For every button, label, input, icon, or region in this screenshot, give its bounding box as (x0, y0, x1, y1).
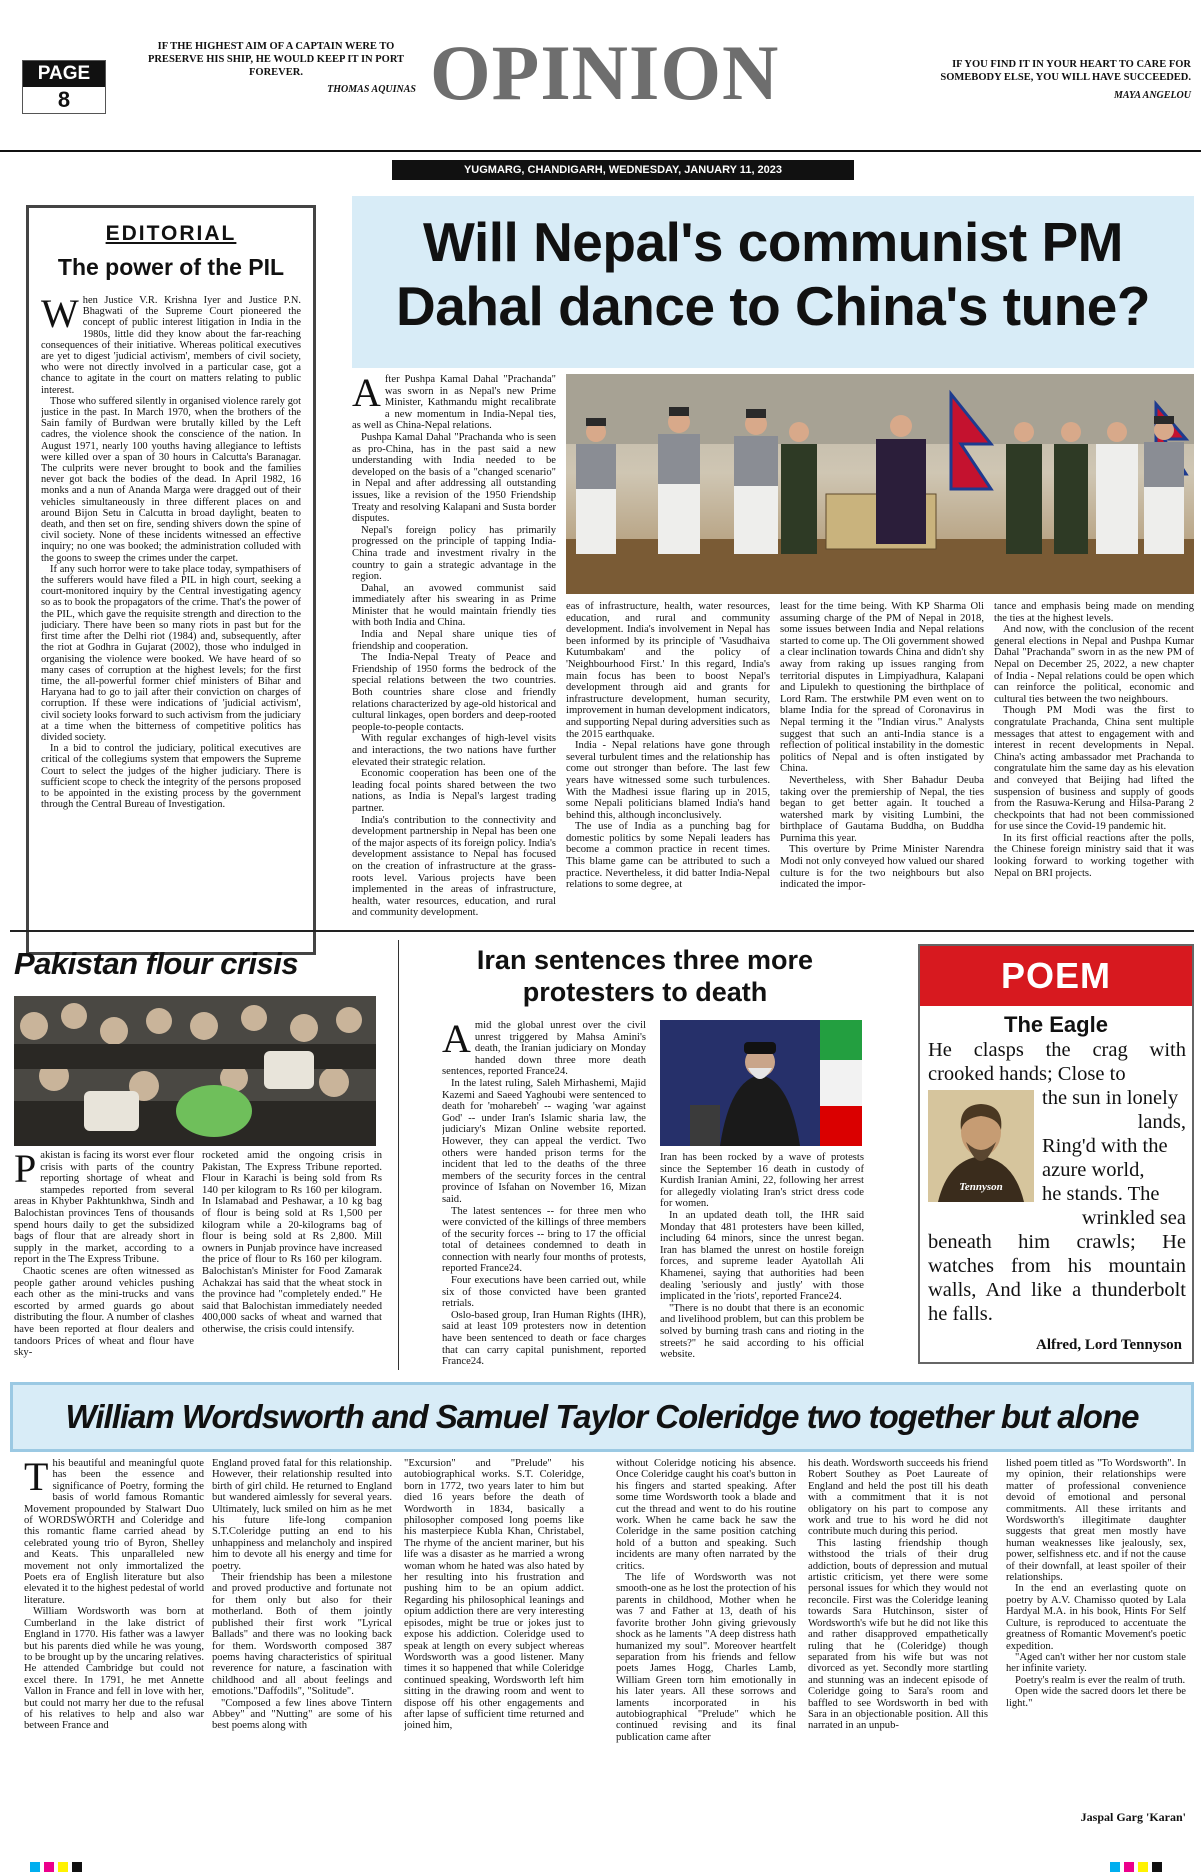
paragraph: In a bid to control the judiciary, political executives are critical of the collegiums system that empowers the Supreme Court to select the judges of the higher judiciary. There is sufficient scope to check the integrity of the persons proposed to be appointed in the existing process by the government through the Central Bureau of Investigation. (41, 743, 301, 811)
poem-line: azure world, (1042, 1159, 1145, 1181)
paragraph: In the end an everlasting quote on poetry by A.V. Chamisso quoted by Lala Hardyal M.A. in his book, Hints For Self Culture, is reproduced to accentuate the greatness of Romantic Movement's poetic expedition. (1006, 1583, 1186, 1652)
poem-line: the sun in lonely (1042, 1087, 1179, 1109)
paragraph: This lasting friendship though withstood the trials of their drug addiction, bouts of depression and mutual artistic criticism, yet there were some personal issues for which they would not reconcile. First was the Coleridge leaning towards Sara Hutchinson, sister of Wordsworth's wife but he did not like this and rather disapproved empathetically ruling that he (Coleridge) though separated from his wife but was not divorced as yet. Secondly more startling and stunning was an indecent episode of Coleridge going to Sara's room and baffled to see Wordsworth in bed with Sara in an objectionable position. All this narrated in an unpub- (808, 1537, 988, 1732)
khamenei-photo (660, 1020, 862, 1146)
editorial-label: EDITORIAL (105, 222, 237, 245)
editorial-title: The power of the PIL (57, 254, 285, 280)
right-quote: IF YOU FIND IT IN YOUR HEART TO CARE FOR SOMEBODY ELSE, YOU WILL HAVE SUCCEEDED. (940, 59, 1191, 83)
nepal-col-2 (566, 601, 770, 954)
paragraph: "Composed a few lines above Tintern Abbey" and "Nutting" are some of his best poems along with (212, 1697, 392, 1732)
poem-line: Ring'd with the (1042, 1135, 1168, 1157)
photo-caption: Tennyson (959, 1181, 1003, 1193)
nepal-col-1 (352, 374, 556, 954)
drop-cap: P (14, 1150, 37, 1191)
paragraph: "Excursion" and "Prelude" his autobiographical works. S.T. Coleridge, born in 1772, two years later to him but died 16 years before the death of Wordworth in 1834, basically a philosopher composed long poems like his masterpiece Kubla Khan, Christabel, The rhyme of the ancient mariner, but his life was a disaster as he married a wrong woman whom he hated was also hated by her resulting into his frustration and pushing him to be an opium addict. Regarding his philosophical leanings and opium addiction there are very interesting episodes, might be true or jokes just to expose his addiction. Coleridge used to speak at length on every subject whereas Wordsworth was a good listener. Many times it so happened that while Coleridge continued speaking, Wordsworth left him sitting in the drawing room and went to dispose off his other engagements and after lapse of sufficient time returned and joined him, (404, 1458, 584, 1732)
paragraph: This overture by Prime Minister Narendra Modi not only conveyed how valued our shared culture is for the two neighbours but also indicated the impor- (780, 844, 984, 891)
wordsworth-col-2 (212, 1458, 392, 1828)
paragraph: Though PM Modi was the first to congratulate Prachanda, China sent multiple messages that attest to engagement with and interest in recent developments in Nepal. China's acting ambassador met Prachanda to congratulate him the same day as his elevation and conveyed that Beijing had lifted the suspension of business and supply of goods from the Rasuwa-Kerung and Hilsa-Parang 2 checkpoints that had not been commissioned for use since the Covid-19 pandemic hit. (994, 705, 1194, 833)
drop-cap: W (41, 295, 79, 336)
paragraph: least for the time being. With KP Sharma Oli assuming charge of the PM of Nepal in 2018, some issues between India and Nepal relations started to come up. The Oli government showed a clear inclination towards China and didn't shy away from raking up issues ranging from territorial disputes in Limpiyadhura, Kalapani and Lipulekh to questioning the birthplace of Lord Ram. The erstwhile PM even went on to blame India for the spread of Coronavirus in Nepal terming it the "Indian virus." Analysts suggest that such an anti-India stance is a reflection of political instability in the domestic politics of Nepal and is often instigated by China. (780, 601, 984, 775)
drop-cap: A (352, 374, 381, 415)
paragraph: Their friendship has been a milestone and proved productive and fortunate not for them only but also for their motherland. Both of them jointly published their first work "Lyrical Ballads" and there was no looking back for them. Wordsworth composed 387 poems having characteristics of spiritual reverence for nature, a fascination with childhood and all about feelings and emotions."Daffodils", "Solitude". (212, 1572, 392, 1698)
paragraph: In the latest ruling, Saleh Mirhashemi, Majid Kazemi and Saeed Yaghoubi were sentenced to death for 'moharebeh' -- waging 'war against God' -- under Iran's Islamic sharia law, the judiciary's Mizan Online website reported. However, they can appeal the verdict. Two others were handed prison terms for the incident that led to the deaths of the three members of the security forces in the central province of Isfahan on November 16, Mizan said. (442, 1077, 646, 1205)
registration-mark (30, 1862, 40, 1872)
drop-cap: T (24, 1458, 49, 1499)
iran-col-1 (442, 1020, 646, 1370)
paragraph: In an updated death toll, the IHR said Monday that 481 protesters have been killed, including 64 minors, since the unrest began. Iran has blamed the unrest on hostile foreign forces, and supreme leader Ayatollah Ali Khamenei, saying that authorities had been dealing 'seriously and justly' with those implicated in the 'riots', reported France24. (660, 1209, 864, 1303)
paragraph: eas of infrastructure, health, water resources, education, and rural and community development. India's involvement in Nepal has been informed by its principle of 'Vasudhaiva Kutumbakam' and the policy of 'Neighbourhood First.' In this regard, India's main focus has been to boost Nepal's development through aid and grants for infrastructure development, human security, improvement in human development indicators, and supporting Nepal during adversities such as the 2015 earthquake. (566, 601, 770, 740)
paragraph: akistan is facing its worst ever flour crisis with parts of the country reporting shortage of wheat and stampedes reported from several areas in Khyber Pakhtunkhwa, Sindh and Balochistan provinces Tens of thousands spend hours daily to get the subsidized bags of flour that are already short in supply in the market, according to a report in the The Express Tribune. (14, 1150, 194, 1266)
paragraph: Nepal's foreign policy has primarily progressed on the principle of tapping India-China trade and investment rivalry in the country to gain a strategic advantage in the region. (352, 524, 556, 583)
paragraph: "There is no doubt that there is an economic and livelihood problem, but can this problem be solved by burning trash cans and rioting in the streets?" he said according to his official website. (660, 1302, 864, 1361)
paragraph: India - Nepal relations have gone through several turbulent times and the relationship has come out stronger than before. The last few years have witnessed some such turbulences. With the Madhesi issue flaring up in 2015, some Nepali politicians blamed India's hand behind this, although inconclusively. (566, 740, 770, 821)
wordsworth-col-4 (616, 1458, 796, 1828)
photo-illustration (14, 996, 376, 1146)
paragraph: If any such horror were to take place today, sympathisers of the sufferers would have filed a PIL in high court, seeking a court-monitored inquiry by the Central investigating agency so as to book the propagators of the crime. That's the power of the PIL, which gave the requisite strength and direction to the judiciary. There have been so many riots in past but for the first time after the Delhi riot (1984) and, subsequently, after the riot at Godhra in Gujarat (2002), those who indulged in organising the violence were booked. We have heard of so many cases of corruption at the highest levels; for the first time, the all-powerful former chief ministers of Bihar and Haryana had to go to jail after their conviction on charges of corruption. If these were indications of 'judicial activism', civil society looks forward to such activism from the judiciary at a time when the bitterness of competitive politics has divided society. (41, 563, 301, 743)
paragraph: Four executions have been carried out, while six of those convicted have been granted retrials. (442, 1275, 646, 1310)
registration-mark (72, 1862, 82, 1872)
masthead-rule (0, 150, 1201, 152)
paragraph: In its first official reactions after the polls, the Chinese foreign ministry said that it was looking forward to working together with Nepal on BRI projects. (994, 832, 1194, 879)
iran-col-2 (660, 1152, 864, 1370)
paragraph: Open wide the sacred doors let there be light." (1006, 1686, 1186, 1709)
iran-headline: Iran sentences three more protesters to death (476, 945, 814, 1007)
section-divider (10, 930, 1194, 932)
paragraph: "Aged can't wither her nor custom stale her infinite variety. (1006, 1651, 1186, 1675)
paragraph: The latest sentences -- for three men who were convicted of the killings of three members of the security forces -- bring to 17 the official total of detainees condemned to death in connection with nearly four months of protests, reported France24. (442, 1205, 646, 1275)
paragraph: The life of Wordsworth was not smooth-one as he lost the protection of his parents in childhood, Mother when he was 7 and Father at 13, death of his favorite brother John giving grievously shock as he laments "A deep distress hath humanized my soul". Moreover heartfelt separation from his friends and fellow poets James Hogg, Charles Lamb, William Green torn him emotionally in his later years. All these sorrows and laments incorporated in his autobiographical "Prelude" which he continued revising and its final publication came after (616, 1572, 796, 1743)
page-label: PAGE (23, 61, 105, 87)
paragraph: Oslo-based group, Iran Human Rights (IHR), said at least 109 protesters now in detention have been sentenced to death or face charges that can carry capital punishment, reported France24. (442, 1309, 646, 1368)
pakistan-col-2 (202, 1150, 382, 1380)
registration-mark (1152, 1862, 1162, 1872)
poem-line: he stands. The (1042, 1183, 1160, 1205)
page-title: OPINION (430, 29, 780, 116)
poem-author: Alfred, Lord Tennyson (1035, 1337, 1182, 1353)
wordsworth-col-1 (24, 1458, 204, 1828)
paragraph: lished poem titled as "To Wordsworth". In my opinion, their relationships were matter of professional convenience devoid of emotional and personal commitments. All these irritants and Wordsworth's illegitimate daughter suggests that great men mostly have human weaknesses like jealously, sex, power, selfishness etc. and if not the cause of their downfall, at least spoiler of their relationships. (1006, 1458, 1186, 1584)
paragraph: India's contribution to the connectivity and development partnership in Nepal has been one of the major aspects of its foreign policy. India's development assistance to Nepal has focused on the creation of infrastructure at the grass-roots level. Various projects have been implemented in the areas of infrastructure, health, water resources, education, and rural and community development. (352, 814, 556, 919)
paragraph: William Wordsworth was born at Cumberland in the lake district of England in 1770. His father was a lawyer but his parents died while he was young, to be brought up by the uncaring relatives. He attended Cambridge but could not excel there. In 1791, he met Annette Vallon in France and fell in love with her, but could not marry her due to the refusal of his relatives to help and also war between France and (24, 1606, 204, 1732)
photo-illustration (660, 1020, 862, 1146)
paragraph: fter Pushpa Kamal Dahal "Prachanda" was sworn in as Nepal's new Prime Minister, Kathmandu might recalibrate a new momentum in India-Nepal ties, as well as China-Nepal relations. (352, 374, 556, 432)
wordsworth-headline-box (10, 1382, 1194, 1452)
poem-line: lands, (1137, 1111, 1186, 1133)
right-quote-author: MAYA ANGELOU (1114, 90, 1191, 101)
paragraph: Iran has been rocked by a wave of protests since the September 16 death in custody of Kurdish Iranian Amini, 22, following her arrest for allegedly violating Iran's strict dress code for women. (660, 1152, 864, 1210)
editorial-body (41, 295, 301, 945)
paragraph: Pushpa Kamal Dahal "Prachanda who is seen as pro-China, has in the past said a new understanding with India needed to be developed on the basis of a "changed scenario" in Nepal and after addressing all outstanding issues, like a revision of the 1950 Friendship Treaty and resolving Kalapani and Susta border disputes. (352, 431, 556, 525)
page-number: 8 (57, 87, 71, 112)
paragraph: Dahal, an avowed communist said immediately after his swearing in as Prime Minister that he would maintain friendly ties with both India and China. (352, 582, 556, 629)
nepal-headline: Will Nepal's communist PM Dahal dance to China's tune? (396, 211, 1150, 337)
pakistan-col-1 (14, 1150, 194, 1380)
wordsworth-col-6 (1006, 1458, 1186, 1803)
registration-mark (44, 1862, 54, 1872)
paragraph: tance and emphasis being made on mending the ties at the highest levels. (994, 601, 1194, 624)
paragraph: hen Justice V.R. Krishna Iyer and Justice P.N. Bhagwati of the Supreme Court pioneered the concept of public interest litigation in India in the 1980s, little did they know about the far-reaching consequences of their initiative. Whereas political executives are yet to digest 'judicial activism', members of civil society, who were not directly involved in a particular case, got a chance to agitate in the court on matters relating to public interest. (41, 295, 301, 396)
pakistan-flour-photo (14, 996, 376, 1146)
paragraph: Chaotic scenes are often witnessed as people gather around vehicles pushing each other as the mini-trucks and vans escorted by armed guards go about distributing the flour. A number of clashes have been reported at flour dealers and tandoors Prices of wheat and flour have sky- (14, 1265, 194, 1359)
paragraph: And now, with the conclusion of the recent general elections in Nepal and Pushpa Kumar Dahal "Prachanda" sworn in as the new PM of Nepal on December 25, 2022, a new chapter of India - Nepal relations could be open which can reinforce the political, economic and cultural ties between the two neighbours. (994, 624, 1194, 705)
paragraph: India and Nepal share unique ties of friendship and cooperation. (352, 629, 556, 652)
color-registration-strip (0, 1860, 1201, 1874)
paragraph: Economic cooperation has been one of the leading focal points shared between the two nations, as India is Nepal's largest trading partner. (352, 768, 556, 814)
paragraph: Nevertheless, with Sher Bahadur Deuba taking over the premiership of Nepal, the ties began to get better again. It touched a watershed mark by visiting Lumbini, the birthplace of Gautama Buddha, on Buddha Purnima this year. (780, 774, 984, 844)
registration-mark (1110, 1862, 1120, 1872)
paragraph: his death. Wordsworth succeeds his friend Robert Southey as Poet Laureate of England and held the post till his death with a commitment that it is not obligatory on his part to compose any work and true to his word he did not contribute much during this period. (808, 1458, 988, 1538)
poem-text (920, 1038, 1192, 1326)
editorial-box (26, 205, 316, 955)
poem-label: POEM (920, 946, 1192, 1006)
page-badge (22, 60, 106, 114)
poem-line: He clasps the crag with crooked hands; Close to (928, 1039, 1186, 1085)
wordsworth-col-5 (808, 1458, 988, 1828)
poem-line: beneath him crawls; He watches from his mountain walls, And like a thunderbolt he falls. (928, 1231, 1186, 1325)
left-quote-author: THOMAS AQUINAS (327, 84, 416, 95)
nepal-col-3 (780, 601, 984, 954)
wordsworth-col-3 (404, 1458, 584, 1828)
paragraph: mid the global unrest over the civil unrest triggered by Mahsa Amini's death, the Iranian judiciary on Monday handed down three more death sentences, reported France24. (442, 1020, 646, 1078)
paragraph: rocketed amid the ongoing crisis in Pakistan, The Express Tribune reported. Flour in Karachi is being sold from Rs 140 per kilogram to Rs 160 per kilogram. In Islamabad and Peshawar, a 10 kg bag of flour is being sold at Rs 1,500 per kilogram while a 20-kilograms bag of flour is being sold at Rs 2,800. Mill owners in Punjab province have increased the price of flour to Rs 160 per kilogram. Balochistan's Minister for Food Zamarak Achakzai has said that the wheat stock in the province had "completely ended." He said that Balochistan immediately needed 400,000 sacks of wheat and warned that otherwise, the crisis could intensify. (202, 1150, 382, 1335)
poem-title: The Eagle (1004, 1012, 1108, 1037)
column-divider (398, 940, 399, 1370)
paragraph: Those who suffered silently in organised violence rarely got justice in the past. In March 1970, when the brothers of the Sain family of Burdwan were brutally killed by the Left cadres, the violence shook the conscience of the nation. In August 1971, nearly 100 youths having allegiance to leftists were killed over a span of 30 hours in Calcutta's Baranagar. The culprits were never brought to book and the families never got back the bodies of the dead. In April 1982, 16 monks and a nun of Ananda Marga were dragged out of their vehicles simultaneously in three different places on and around Bijon Setu in Calcutta in broad daylight, beaten to death, and then set on fire, sending shivers down the spine of civil society. None of these incidents witnessed an effective inquiry; no one was booked; the administration colluded with the goons to sweep the crimes under the carpet. (41, 395, 301, 564)
photo-illustration (566, 374, 1194, 594)
paragraph: The India-Nepal Treaty of Peace and Friendship of 1950 forms the bedrock of the special relations between the two countries. Both countries share close and friendly relations characterized by age-old historical and cultural linkages, open borders and deep-rooted people-to-people contacts. (352, 652, 556, 733)
registration-mark (1124, 1862, 1134, 1872)
masthead (0, 0, 1201, 184)
poem-line: wrinkled sea (1081, 1207, 1186, 1229)
paragraph: With regular exchanges of high-level visits and interactions, the two nations have further elevated their strategic relation. (352, 733, 556, 768)
registration-mark (1138, 1862, 1148, 1872)
left-quote: IF THE HIGHEST AIM OF A CAPTAIN WERE TO PRESERVE HIS SHIP, HE WOULD KEEP IT IN PORT FOREVER. (147, 41, 405, 78)
paragraph: his beautiful and meaningful quote has been the essence and significance of Poetry, forming the basis of world famous Romantic Movement propounded by Stalwart Duo of WORDSWORTH and Coleridge and this romantic flame carried ahead by celebrated young trio of Byron, Shelley and Keats. This unparalleled new movement not only immortalized the Poets era of English literature but also elevated it to the highest pedestal of world literature. (24, 1458, 204, 1606)
drop-cap: A (442, 1020, 471, 1061)
nepal-col-4 (994, 601, 1194, 954)
pakistan-headline: Pakistan flour crisis (14, 946, 299, 981)
nepal-headline-box (352, 196, 1194, 368)
wordsworth-headline: William Wordsworth and Samuel Taylor Coleridge two together but alone (65, 1398, 1139, 1435)
paragraph: without Coleridge noticing his absence. Once Coleridge caught his coat's button in his fingers and started speaking. After some time Wordsworth took a blade and cut the thread and went to do his routine work. When he came back he saw the Coleridge in the same position catching hold of a button and speaking. Such incidents are many often narrated by the critics. (616, 1458, 796, 1572)
nepal-swearing-in-photo (566, 374, 1194, 594)
dateline: YUGMARG, CHANDIGARH, WEDNESDAY, JANUARY 11, 2023 (392, 160, 854, 180)
tennyson-portrait (928, 1090, 1034, 1202)
registration-mark (58, 1862, 68, 1872)
paragraph: Poetry's realm is ever the realm of truth. (1015, 1674, 1186, 1686)
poem-box (918, 944, 1194, 1364)
wordsworth-byline: Jaspal Garg 'Karan' (1080, 1810, 1186, 1824)
paragraph: England proved fatal for this relationship. However, their relationship resulted into birth of girl child. He returned to England but wandered aimlessly for several years. Ultimately, luck smiled on him as he met his future life-long companion S.T.Coleridge putting an end to his unhappiness and melancholy and inspired him to devote all his energy and time for poetry. (212, 1458, 392, 1572)
paragraph: The use of India as a punching bag for domestic politics by some Nepali leaders has become a common practice in recent times. This blame game can be attributed to such a practice. Nevertheless, it did batter India-Nepal relations to some degree, at (566, 821, 770, 891)
